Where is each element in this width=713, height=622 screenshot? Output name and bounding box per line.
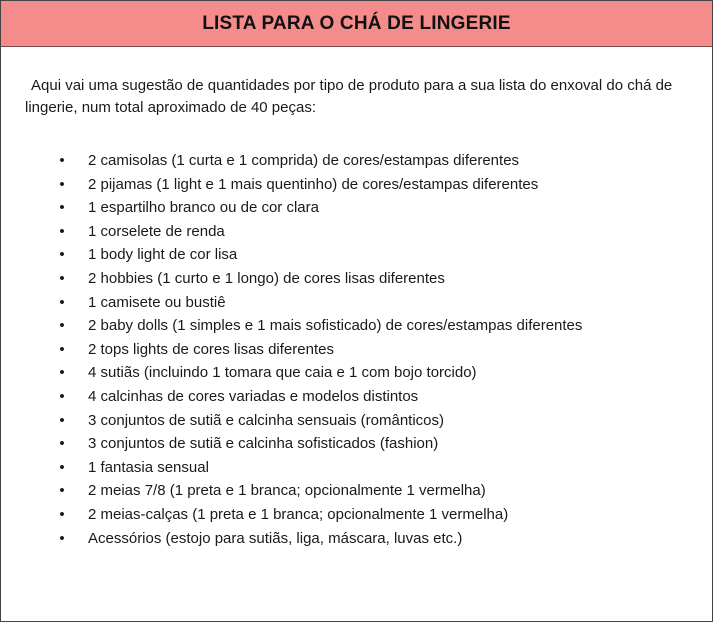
bullet-icon: • <box>59 482 65 500</box>
list-item-text: 4 sutiãs (incluindo 1 tomara que caia e 1 com bojo torcido) <box>88 364 477 382</box>
bullet-icon: • <box>59 529 65 547</box>
bullet-icon: • <box>59 199 65 217</box>
list-item-text: 1 espartilho branco ou de cor clara <box>88 199 319 217</box>
list-item <box>57 149 692 173</box>
list-item <box>57 432 692 456</box>
bullet-icon: • <box>59 411 65 429</box>
list-item-text: 2 camisolas (1 curta e 1 comprida) de cores/estampas diferentes <box>88 152 520 169</box>
list-item <box>57 314 692 338</box>
bullet-icon: • <box>59 458 65 476</box>
bullet-icon: • <box>59 505 65 523</box>
list-item <box>57 196 692 220</box>
list-item-text: 1 corselete de renda <box>88 222 225 240</box>
list-item-text: 1 camisete ou bustiê <box>88 293 226 311</box>
bullet-icon: • <box>59 246 65 264</box>
list-item-text: 2 baby dolls (1 simples e 1 mais sofisticado) de cores/estampas diferentes <box>88 317 583 335</box>
list-item-text: 2 meias 7/8 (1 preta e 1 branca; opcionalmente 1 vermelha) <box>88 482 486 500</box>
bullet-icon: • <box>59 175 65 193</box>
document-body <box>1 47 712 550</box>
bullet-icon: • <box>59 152 65 169</box>
bullet-icon: • <box>59 387 65 405</box>
list-item <box>57 527 692 551</box>
list-item-text: 2 meias-calças (1 preta e 1 branca; opcionalmente 1 vermelha) <box>88 505 509 523</box>
list-item <box>57 291 692 315</box>
list-item <box>57 361 692 385</box>
product-list <box>25 149 692 550</box>
list-item-text: 4 calcinhas de cores variadas e modelos distintos <box>88 387 419 405</box>
list-item-text: Acessórios (estojo para sutiãs, liga, máscara, luvas etc.) <box>88 529 463 547</box>
list-item <box>57 243 692 267</box>
bullet-icon: • <box>59 364 65 382</box>
list-item-text: 2 pijamas (1 light e 1 mais quentinho) de cores/estampas diferentes <box>88 175 539 193</box>
list-item <box>57 409 692 433</box>
list-item-text: 1 body light de cor lisa <box>88 246 238 264</box>
bullet-icon: • <box>59 222 65 240</box>
list-item <box>57 479 692 503</box>
bullet-icon: • <box>59 293 65 311</box>
list-item <box>57 503 692 527</box>
list-item-text: 2 tops lights de cores lisas diferentes <box>88 340 334 358</box>
list-item <box>57 385 692 409</box>
list-item <box>57 456 692 480</box>
bullet-icon: • <box>59 435 65 453</box>
list-item <box>57 267 692 291</box>
list-item-text: 3 conjuntos de sutiã e calcinha sofisticados (fashion) <box>88 435 439 453</box>
list-item <box>57 338 692 362</box>
list-item-text: 2 hobbies (1 curto e 1 longo) de cores lisas diferentes <box>88 269 445 287</box>
title-banner <box>1 1 712 47</box>
list-item-text: 3 conjuntos de sutiã e calcinha sensuais (românticos) <box>88 411 445 429</box>
bullet-icon: • <box>59 340 65 358</box>
bullet-icon: • <box>59 317 65 335</box>
list-item-text: 1 fantasia sensual <box>88 458 209 476</box>
intro-paragraph: Aqui vai uma sugestão de quantidades por tipo de produto para a sua lista do enxoval do chá de lingerie, num total aproximado de 40 peças: <box>25 77 673 116</box>
list-item <box>57 173 692 197</box>
list-item <box>57 220 692 244</box>
bullet-icon: • <box>59 269 65 287</box>
page-title: LISTA PARA O CHÁ DE LINGERIE <box>202 12 511 34</box>
